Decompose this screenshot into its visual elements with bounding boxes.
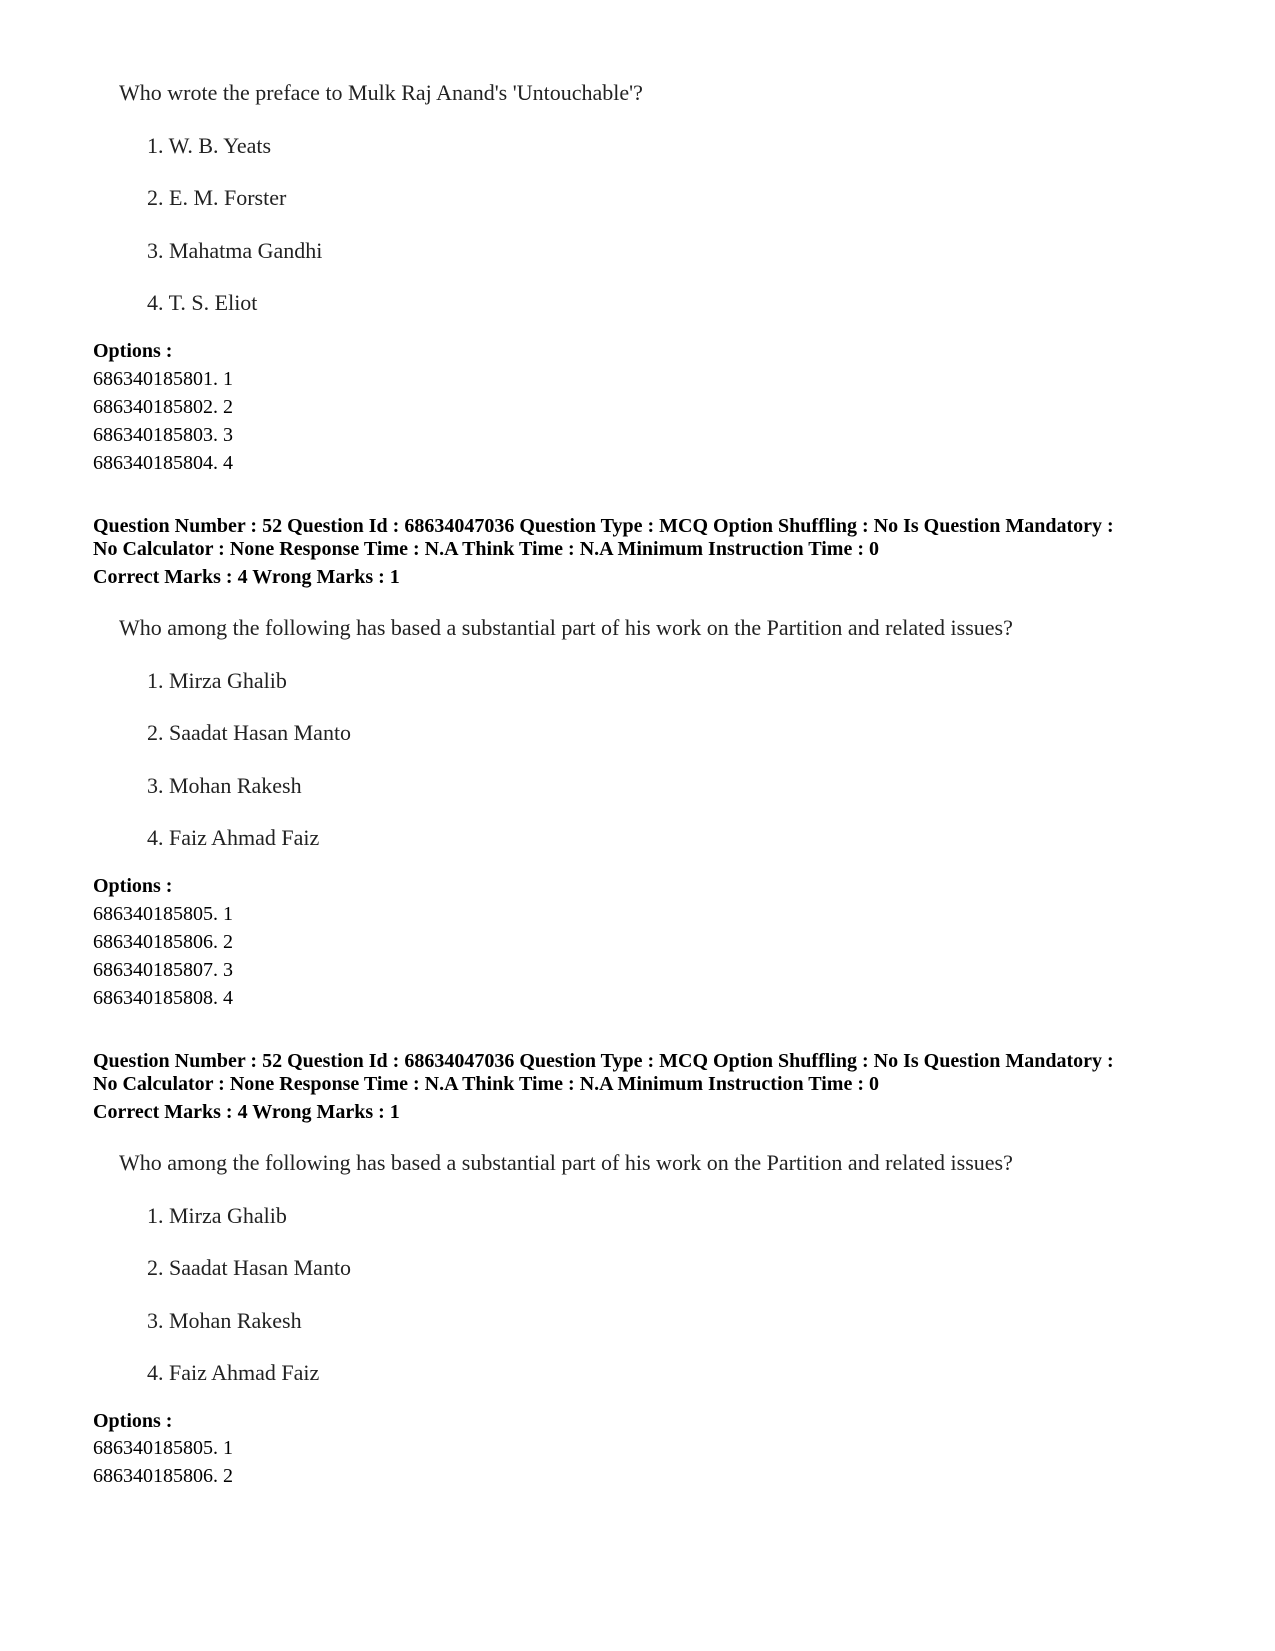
choice-item: 4. T. S. Eliot <box>147 290 258 315</box>
question-meta-line: Question Number : 52 Question Id : 68634047036 Question Type : MCQ Option Shuffling : No Is Question Mandatory : <box>93 515 1114 537</box>
choice-item: 4. Faiz Ahmad Faiz <box>147 825 320 850</box>
choice-item: 1. Mirza Ghalib <box>147 668 287 693</box>
question-meta-line: Question Number : 52 Question Id : 68634047036 Question Type : MCQ Option Shuffling : No Is Question Mandatory : <box>93 1050 1114 1072</box>
option-id: 686340185805. 1 <box>93 1437 233 1459</box>
option-id: 686340185808. 4 <box>93 987 233 1009</box>
question-text: Who among the following has based a substantial part of his work on the Partition and related issues? <box>119 615 1013 640</box>
question-meta-line: No Calculator : None Response Time : N.A Think Time : N.A Minimum Instruction Time : 0 <box>93 538 879 560</box>
option-id: 686340185804. 4 <box>93 452 233 474</box>
question-text: Who among the following has based a substantial part of his work on the Partition and related issues? <box>119 1150 1013 1175</box>
option-id: 686340185806. 2 <box>93 1465 233 1487</box>
option-id: 686340185803. 3 <box>93 424 233 446</box>
choice-item: 2. E. M. Forster <box>147 185 287 210</box>
choice-item: 1. W. B. Yeats <box>147 133 272 158</box>
choice-item: 3. Mohan Rakesh <box>147 773 302 798</box>
choice-item: 3. Mohan Rakesh <box>147 1308 302 1333</box>
choice-item: 2. Saadat Hasan Manto <box>147 1255 352 1280</box>
marks-line: Correct Marks : 4 Wrong Marks : 1 <box>93 1101 400 1123</box>
options-label: Options : <box>93 1410 173 1432</box>
option-id: 686340185802. 2 <box>93 396 233 418</box>
option-id: 686340185805. 1 <box>93 903 233 925</box>
options-label: Options : <box>93 875 173 897</box>
marks-line: Correct Marks : 4 Wrong Marks : 1 <box>93 566 400 588</box>
choice-item: 4. Faiz Ahmad Faiz <box>147 1360 320 1385</box>
choice-item: 3. Mahatma Gandhi <box>147 238 323 263</box>
options-label: Options : <box>93 340 173 362</box>
option-id: 686340185801. 1 <box>93 368 233 390</box>
choice-item: 1. Mirza Ghalib <box>147 1203 287 1228</box>
option-id: 686340185807. 3 <box>93 959 233 981</box>
question-meta-line: No Calculator : None Response Time : N.A Think Time : N.A Minimum Instruction Time : 0 <box>93 1073 879 1095</box>
option-id: 686340185806. 2 <box>93 931 233 953</box>
choice-item: 2. Saadat Hasan Manto <box>147 720 352 745</box>
question-text: Who wrote the preface to Mulk Raj Anand's 'Untouchable'? <box>119 80 643 105</box>
